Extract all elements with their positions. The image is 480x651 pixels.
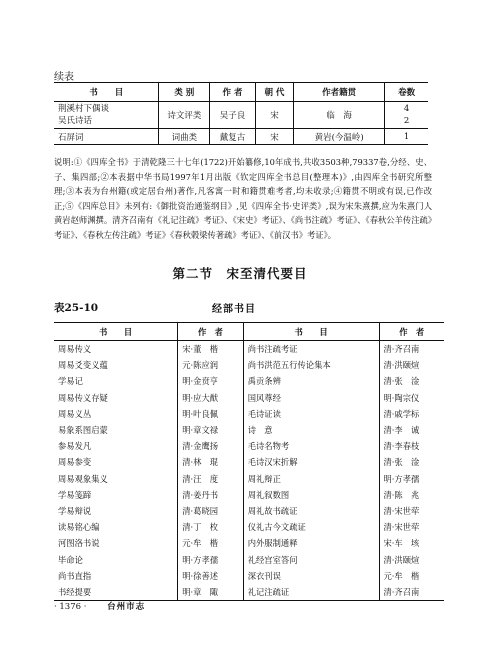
book-title-cell: 周礼故书疏证	[243, 503, 379, 519]
book-title-cell: 周易观象集义	[58, 473, 108, 484]
category-cell: 词曲类	[159, 129, 210, 145]
page-footer	[54, 600, 145, 612]
book-title-cell: 尚书洪范五行传论集本	[243, 357, 379, 373]
col-header: 类 别	[159, 83, 210, 102]
page-number: · 1376 ·	[54, 602, 87, 612]
table-row	[54, 535, 444, 551]
col-header: 书 目	[54, 323, 178, 341]
book-title-cell: 仪礼古今文疏证	[243, 519, 379, 535]
book-title-cell: 尚书直指	[58, 570, 92, 581]
book-title-cell: 周礼叙数图	[243, 487, 379, 503]
author-cell: 戴复古	[210, 129, 256, 145]
col-header: 书 目	[54, 83, 159, 102]
author-cell: 元·陈应润	[178, 357, 243, 373]
author-cell: 清·齐召南	[379, 584, 444, 601]
book-title-cell: 周易爻变义蕴	[58, 360, 108, 371]
author-cell: 明·叶良佩	[178, 406, 243, 422]
works-table	[54, 82, 428, 145]
book-title-cell: 学易笺蹄	[58, 489, 92, 500]
author-cell: 清·张 淦	[379, 373, 444, 389]
col-header: 作 者	[178, 323, 243, 341]
book-title-cell: 毛诗名物考	[243, 438, 379, 454]
author-cell: 宋·董 楷	[178, 341, 243, 358]
category-cell: 诗文评类	[159, 102, 210, 129]
origin-cell: 黄岩(今温岭)	[294, 129, 385, 145]
table-row	[54, 341, 444, 358]
table-row	[54, 406, 444, 422]
book-title-cell: 周礼辩正	[243, 471, 379, 487]
section-title: 第二节 宋至清代要目	[172, 266, 308, 281]
author-cell: 清·洪颐煊	[379, 551, 444, 567]
book-title-cell: 尚书注疏考证	[243, 341, 379, 358]
book-title-cell: 礼经宫室答问	[243, 551, 379, 567]
author-cell: 清·宋世荦	[379, 519, 444, 535]
author-cell: 明·陶宗仪	[379, 390, 444, 406]
col-header: 作 者	[379, 323, 444, 341]
table-row	[54, 454, 444, 470]
author-cell: 清·汪 度	[178, 471, 243, 487]
book-title-cell: 周易传义存疑	[58, 392, 108, 403]
author-cell: 明·应大猷	[178, 390, 243, 406]
explanatory-note: 说明:①《四库全书》于清乾隆三十七年(1722)开始纂修,10年成书,共收3503种,79337卷,分经、史、子、集四部;②本表据中华书局1997年1月出版《钦定四库全书总目(整理本)》,由四库全书研究所整理;③本表为台州籍(或定居台州)著作,凡客寓一时和籍贯难考者,均未收录;④籍贯不明或有误,已作改正;⑤《四库总目》未列有:《御批资治通鉴纲目》,见《四库全书·史评类》,误为宋朱熹撰,应为朱熹门人黄岩赵师渊撰。清齐召南有《礼记注疏》考证》、《宋史》考证》、《尚书注疏》考证》、《春秋公羊传注疏》考证》、《春秋左传注疏》考证》《春秋榖梁传著疏》考证》、《前汉书》考证》。	[54, 157, 432, 240]
author-cell: 清·戚学标	[379, 406, 444, 422]
col-header: 作者籍贯	[294, 83, 385, 102]
classics-table	[54, 322, 444, 601]
col-header: 作 者	[210, 83, 256, 102]
author-cell: 明·金贲亨	[178, 373, 243, 389]
author-cell: 清·齐召南	[379, 341, 444, 358]
volume-value: 4	[403, 104, 410, 114]
table-row	[54, 129, 428, 145]
table-row	[54, 422, 444, 438]
author-cell: 吴子良	[210, 102, 256, 129]
book-title: 吴氏诗话	[58, 116, 93, 126]
table-row	[54, 373, 444, 389]
book-title-cell: 石屏词	[54, 129, 159, 145]
table-row	[54, 438, 444, 454]
author-cell: 清·张 淦	[379, 454, 444, 470]
table-header-row	[54, 323, 444, 341]
book-title-cell: 深衣刊误	[243, 568, 379, 584]
dynasty-cell: 宋	[255, 129, 293, 145]
author-cell: 明·章文禄	[178, 422, 243, 438]
author-cell: 清·林 琨	[178, 454, 243, 470]
author-cell: 明·方孝孺	[178, 551, 243, 567]
book-title-cell: 禹贡条辨	[243, 373, 379, 389]
book-title-cell: 毛诗证读	[243, 406, 379, 422]
table-caption: 经部书目	[212, 304, 256, 315]
book-title-cell: 国风尊经	[243, 390, 379, 406]
author-cell: 清·丁 枚	[178, 519, 243, 535]
book-title-cell: 内外服制通释	[243, 535, 379, 551]
continued-label: 续表	[54, 72, 74, 83]
author-cell: 清·宋世荦	[379, 503, 444, 519]
col-header: 朝 代	[255, 83, 293, 102]
book-title-cell: 学易记	[58, 376, 83, 387]
author-cell: 宋·车 垓	[379, 535, 444, 551]
table-number: 表25-10	[54, 302, 99, 314]
table-row	[54, 519, 444, 535]
dynasty-cell: 宋	[255, 102, 293, 129]
table-row	[54, 503, 444, 519]
origin-cell: 临 海	[294, 102, 385, 129]
author-cell: 清·金鹰扬	[178, 438, 243, 454]
book-title-cell: 周易义丛	[58, 408, 92, 419]
book-title-cell: 学易辩说	[58, 505, 92, 516]
table-row	[54, 584, 444, 601]
author-cell: 元·牟 楷	[379, 568, 444, 584]
author-cell: 明·徐善述	[178, 568, 243, 584]
book-title-cell: 参易发凡	[58, 441, 92, 452]
book-title-cell: 诗 意	[243, 422, 379, 438]
author-cell: 清·洪颐煊	[379, 357, 444, 373]
table-row	[54, 390, 444, 406]
volume-cell: 1	[385, 129, 428, 145]
author-cell: 清·葛晓园	[178, 503, 243, 519]
author-cell: 明·方孝孺	[379, 471, 444, 487]
col-header: 书 目	[243, 323, 379, 341]
author-cell: 明·章 陬	[178, 584, 243, 601]
table-row	[54, 357, 444, 373]
book-title-cell: 毛诗汉宋折解	[243, 454, 379, 470]
book-title-cell: 礼记注疏证	[243, 584, 379, 601]
author-cell: 元·牟 楷	[178, 535, 243, 551]
author-cell: 清·李春枝	[379, 438, 444, 454]
table-row	[54, 568, 444, 584]
book-title-cell: 周易参变	[58, 457, 92, 468]
table-row	[54, 102, 428, 129]
book-name: 台州市志	[107, 602, 146, 612]
col-header: 卷数	[385, 83, 428, 102]
table-row	[54, 487, 444, 503]
book-title-cell: 周易传义	[58, 344, 92, 355]
book-title-cell: 河图洛书说	[58, 538, 100, 549]
volume-value: 2	[403, 116, 410, 126]
author-cell: 清·姜丹书	[178, 487, 243, 503]
author-cell: 清·李 诚	[379, 422, 444, 438]
table-row	[54, 551, 444, 567]
book-title-cell: 毕命论	[58, 554, 83, 565]
book-title-cell: 读易铭心编	[58, 522, 100, 533]
table-row	[54, 471, 444, 487]
volume-cell	[385, 102, 428, 129]
table-header-row	[54, 83, 428, 102]
book-title: 荆溪村下偶谈	[58, 104, 110, 114]
book-title-cell: 易象系图启蒙	[58, 425, 108, 436]
book-title-cell: 书经提要	[54, 584, 178, 601]
author-cell: 清·陈 兆	[379, 487, 444, 503]
book-title-cell	[54, 102, 159, 129]
